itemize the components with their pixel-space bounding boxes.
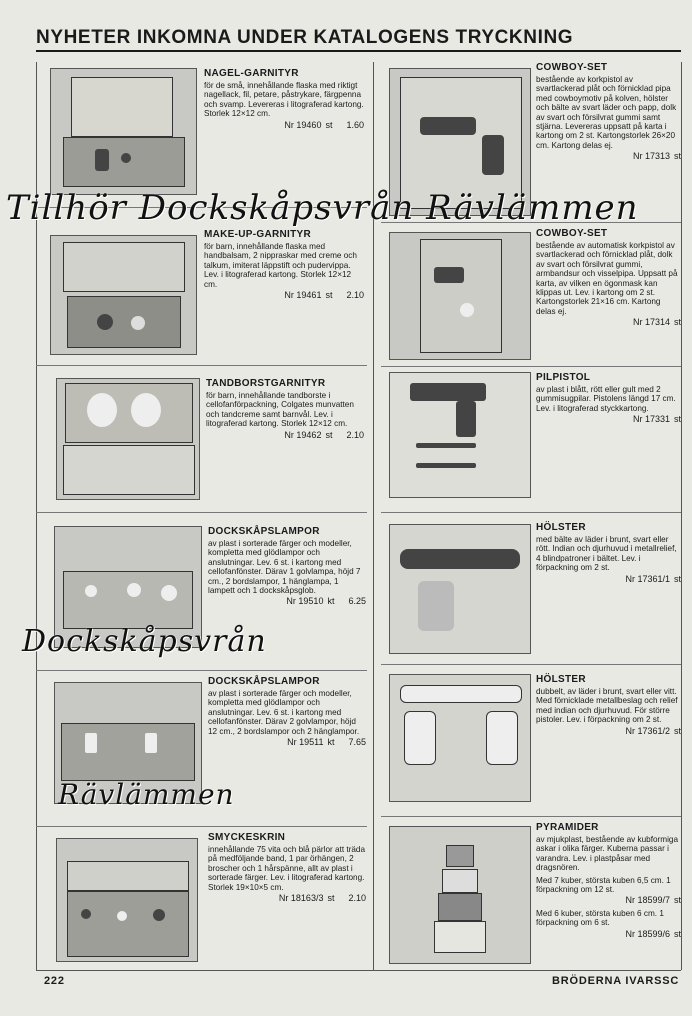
divider <box>36 670 367 671</box>
publisher-name: BRÖDERNA IVARSSC <box>552 975 680 987</box>
product-description: av plast i blått, rött eller gult med 2 gummisugpilar. Pistolens längd 17 cm. Lev. i litograferad styckkartong. <box>536 385 676 413</box>
product-title: TANDBORSTGARNITYR <box>206 378 326 389</box>
product-description: av plast i sorterade färger och modeller, kompletta med glödlampor och anslutningar. Lev. 6 st. i kartong med cellofanfönster. Därav 1 golvlampa, höjd 7 cm., 2 bordslampor, 1 hänglampa, 1 lampett och 1 dockskåpsglob. <box>208 539 361 596</box>
product-title: PYRAMIDER <box>536 822 599 833</box>
product-title: DOCKSKÅPSLAMPOR <box>208 676 320 687</box>
divider <box>36 826 367 827</box>
product-photo <box>50 235 197 355</box>
product-title: NAGEL-GARNITYR <box>204 68 299 79</box>
product-number: Nr 18599/7 st <box>625 895 681 906</box>
product-number: Nr 19461 st 2.10 <box>284 290 364 301</box>
product-item <box>381 368 681 512</box>
product-number: Nr 18163/3 st 2.10 <box>278 893 366 904</box>
product-number: Nr 17361/2 st <box>625 725 681 736</box>
product-number: Nr 17313 st <box>632 151 681 162</box>
divider <box>381 816 681 817</box>
divider <box>381 366 681 367</box>
product-number: Nr 19511 kt 7.65 <box>287 737 366 748</box>
product-description: av plast i sorterade färger och modeller, kompletta med glödlampor och anslutningar. Lev. 6 st. i kartong med cellofanfönster. Därav 2 golvlampor, höjd 12 cm., 2 bordslampor och 2 hänglampor. <box>208 689 360 736</box>
product-item <box>36 372 367 512</box>
product-title: COWBOY-SET <box>536 62 608 73</box>
product-photo <box>389 674 531 802</box>
product-description: av mjukplast, bestående av kubformiga askar i olika färger. Kuberna passar i varandra. Lev. i plastpåsar med dragsnören. <box>536 835 678 873</box>
product-description: för barn, innehållande flaska med handbalsam, 2 nippraskar med creme och talkum, imiterat läppstift och pudervippa. Lev. i litograferad kartong. Storlek 12×12 cm. <box>204 242 357 289</box>
divider <box>36 365 367 366</box>
product-photo <box>389 232 531 360</box>
product-photo <box>389 372 531 498</box>
page-number: 222 <box>44 975 65 987</box>
product-photo <box>389 826 531 964</box>
product-number: Nr 17361/1 st <box>625 573 681 584</box>
product-description: med bälte av läder i brunt, svart eller rött. Indian och djurhuvud i metallrelief, 4 blindpatroner i bältet. Lev. i förpackning om 2 st. <box>536 535 677 573</box>
product-photo <box>389 524 531 654</box>
product-number: Nr 19460 st 1.60 <box>284 119 364 130</box>
footer-rule <box>36 970 681 971</box>
product-title: DOCKSKÅPSLAMPOR <box>208 526 320 537</box>
product-photo <box>50 68 197 195</box>
right-border <box>681 62 682 970</box>
watermark-text: Tillhör Dockskåpsvrån Rävlämmen <box>6 188 639 228</box>
divider <box>36 512 367 513</box>
product-number: Nr 17314 st <box>632 317 681 328</box>
product-title: HÖLSTER <box>536 522 586 533</box>
product-item <box>381 518 681 664</box>
product-title: HÖLSTER <box>536 674 586 685</box>
product-item <box>381 670 681 816</box>
product-photo <box>56 378 200 500</box>
divider <box>381 512 681 513</box>
product-description: innehållande 75 vita och blå pärlor att träda på medföljande band, 1 par örhängen, 2 broscher och 1 hårspänne, allt av plast i sorterade färger. Lev. i litograferad kartong. Storlek 19×10×5 cm. <box>208 845 366 892</box>
product-variant-description: Med 6 kuber, största kuben 6 cm. 1 förpackning om 6 st. <box>536 908 664 928</box>
product-number: Nr 19510 kt 6.25 <box>286 596 366 607</box>
product-title: COWBOY-SET <box>536 228 608 239</box>
product-title: PILPISTOL <box>536 372 591 383</box>
product-description: för barn, innehållande tandborste i cellofanförpackning, Colgates munvatten och tandcreme samt barnvål. Lev. i litograferad kartong. Storlek 12×12 cm. <box>206 391 354 429</box>
product-item <box>381 822 681 970</box>
product-number: Nr 18599/6 st <box>625 928 681 939</box>
product-description: bestående av automatisk korkpistol av svartlackerad och förnicklad plåt, dolk av svart och försilvrat gummi, armbandsur och visselpipa. Uppsatt på karta, av vilken en ögonmask kan klippas ut. Lev. i kartong om 2 st. Kartongstorlek 21×16 cm. Kartong delas ej. <box>536 241 678 316</box>
product-number: Nr 17331 st <box>632 414 681 425</box>
page-header: NYHETER INKOMNA UNDER KATALOGENS TRYCKNING <box>36 27 574 48</box>
product-photo <box>56 838 198 962</box>
product-item <box>36 62 367 207</box>
product-item <box>36 832 367 970</box>
divider <box>381 664 681 665</box>
product-variant-description: Med 7 kuber, största kuben 6,5 cm. 1 förpackning om 12 st. <box>536 875 671 895</box>
product-item <box>381 228 681 364</box>
header-rule <box>36 50 681 52</box>
product-title: SMYCKESKRIN <box>208 832 286 843</box>
product-title: MAKE-UP-GARNITYR <box>204 229 312 240</box>
watermark-text: Dockskåpsvrån <box>22 624 267 659</box>
product-description: dubbelt, av läder i brunt, svart eller vitt. Med förnicklade metallbeslag och relief med indian och djurhuvud. För större pistoler. Lev. i förpackning om 2 st. <box>536 687 678 725</box>
product-description: för de små, innehållande flaska med riktigt nagellack, fil, petare, påstrykare, färgpenna och svamp. Levereras i litograferad kartong. Storlek 12×12 cm. <box>204 81 364 119</box>
product-number: Nr 19462 st 2.10 <box>284 429 364 440</box>
watermark-text: Rävlämmen <box>58 778 235 811</box>
product-description: bestående av korkpistol av svartlackerad plåt och förnicklad pipa med cowboymotiv på kolven, hölster och bälte av svart läder och papp, dolk av svart och försilvrat gummi samt stjärna. Levereras uppsatt på karta i kartong om 2 st. Kartongstorlek 26×20 cm. Kartong delas ej. <box>536 75 677 150</box>
product-item <box>36 215 367 365</box>
